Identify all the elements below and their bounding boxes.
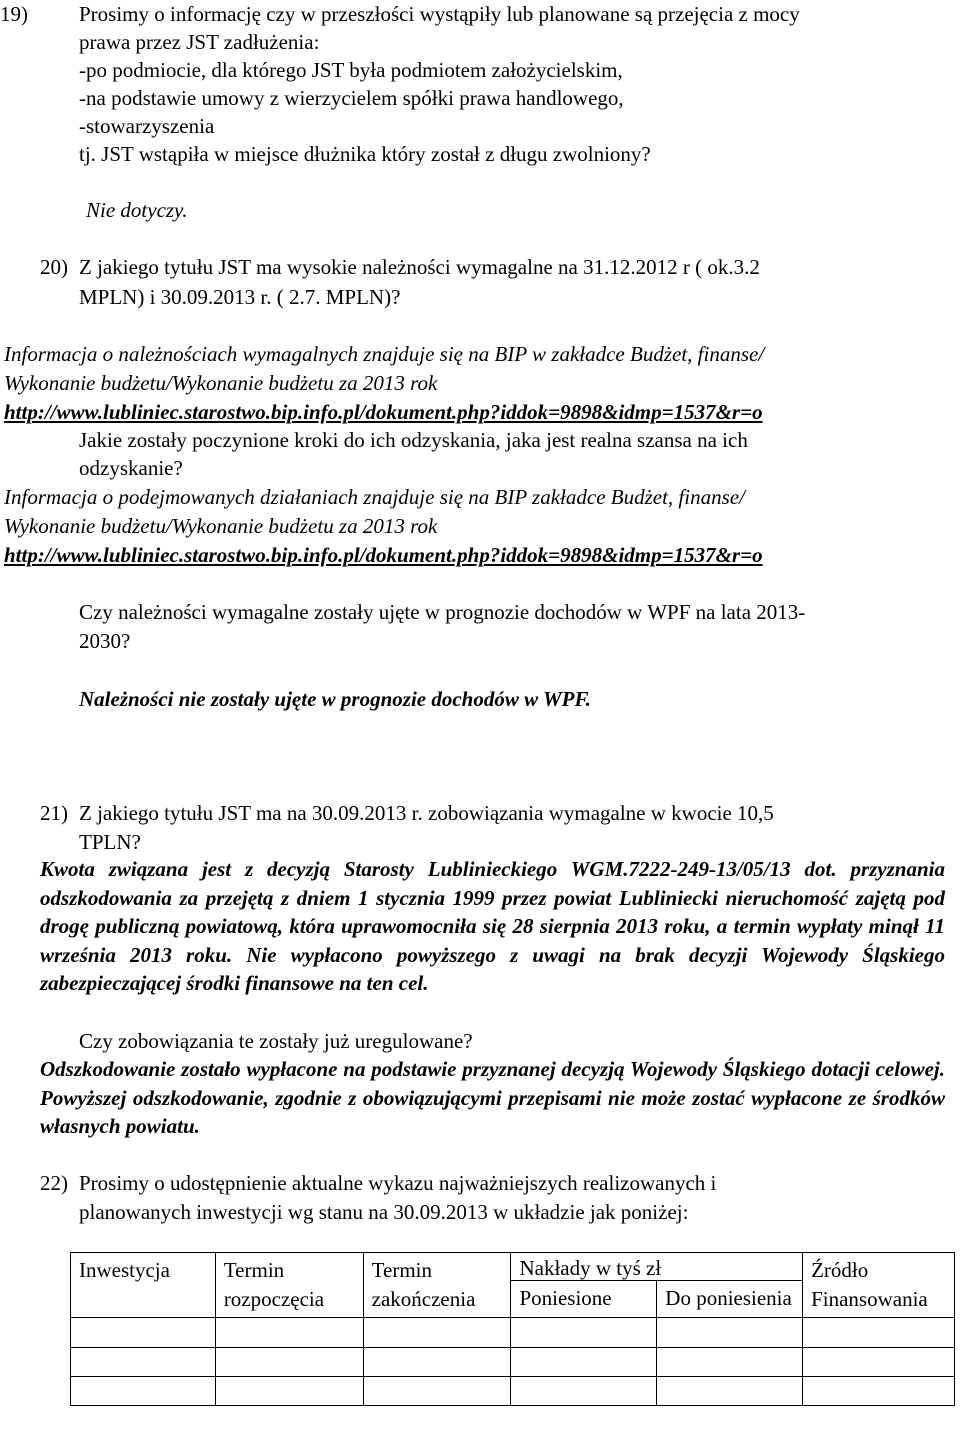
answer-21-text: Kwota związana jest z decyzją Starosty Lublinieckiego WGM.7222-249-13/05/13 dot. przyznania odszkodowania za przejętą z dniem 1 stycznia 1999 przez powiat Lubliniecki nieruchomość zajętą pod drogę publiczną powiatową, która uprawomocniła się 28 sierpnia 2013 roku, a termin wypłaty minął 11 września 2013 roku.	[40, 857, 945, 967]
investment-table	[70, 1252, 955, 1406]
table-cell	[363, 1318, 511, 1348]
sub-question: Czy należności wymagalne zostały ujęte w prognozie dochodów w WPF na lata 2013-	[79, 600, 806, 624]
question-19-line: Prosimy o informację czy w przeszłości wystąpiły lub planowane są przejęcia z mocy	[79, 2, 800, 26]
question-20-line: Z jakiego tytułu JST ma wysokie należności wymagalne na 31.12.2012 r ( ok.3.2	[79, 255, 760, 279]
table-cell	[71, 1377, 216, 1406]
question-22-line: Prosimy o udostępnienie aktualne wykazu najważniejszych realizowanych i	[79, 1171, 717, 1195]
question-19-line: tj. JST wstąpiła w miejsce dłużnika który został z długu zwolniony?	[79, 142, 651, 166]
question-21-line: Z jakiego tytułu JST ma na 30.09.2013 r. zobowiązania wymagalne w kwocie 10,5	[79, 801, 774, 825]
answer-21-settlement-text-bold: Powyższej odszkodowanie, zgodnie z obowiązującymi przepisami nie może zostać wypłacone ze środków własnych powiatu.	[40, 1085, 945, 1139]
answer-21	[40, 855, 945, 998]
table-cell	[657, 1377, 803, 1406]
header-costs-to-incur: Do poniesienia	[657, 1281, 803, 1318]
sub-question: Jakie zostały poczynione kroki do ich odzyskania, jaka jest realna szansa na ich	[79, 428, 748, 452]
header-costs-incurred: Poniesione	[511, 1281, 657, 1318]
table-cell	[511, 1377, 657, 1406]
sub-question: Czy zobowiązania te zostały już uregulowane?	[79, 1029, 473, 1053]
table-row	[71, 1348, 955, 1377]
answer-21-settlement	[40, 1055, 945, 1141]
table-row	[71, 1377, 955, 1406]
header-costs: Nakłady w tyś zł	[511, 1253, 803, 1281]
table-cell	[511, 1318, 657, 1348]
question-20-line: MPLN) i 30.09.2013 r. ( 2.7. MPLN)?	[79, 285, 401, 309]
question-number: 20)	[40, 255, 68, 279]
table-cell	[215, 1318, 363, 1348]
table-cell	[363, 1377, 511, 1406]
table-cell	[803, 1318, 955, 1348]
question-number: 22)	[40, 1171, 68, 1195]
question-21-line: TPLN?	[79, 830, 141, 854]
table-cell	[363, 1348, 511, 1377]
answer-20: Należności nie zostały ujęte w prognozie dochodów w WPF.	[79, 687, 592, 711]
table-header-row	[71, 1253, 955, 1281]
bip-link[interactable]: http://www.lubliniec.starostwo.bip.info.pl/dokument.php?iddok=9898&idmp=1537&r=o	[4, 400, 763, 424]
table-cell	[803, 1348, 955, 1377]
question-22-line: planowanych inwestycji wg stanu na 30.09.2013 w układzie jak poniżej:	[79, 1200, 689, 1224]
bip-link[interactable]: http://www.lubliniec.starostwo.bip.info.pl/dokument.php?iddok=9898&idmp=1537&r=o	[4, 543, 763, 567]
table-cell	[511, 1348, 657, 1377]
table-cell	[215, 1377, 363, 1406]
answer-21-text-bold: Nie wypłacono powyższego z uwagi na brak decyzji Wojewody Śląskiego zabezpieczającej środki finansowe na ten cel.	[40, 942, 946, 996]
header-source: Źródło Finansowania	[803, 1253, 955, 1318]
table-row	[71, 1318, 955, 1348]
header-investment: Inwestycja	[71, 1253, 216, 1318]
table-cell	[71, 1348, 216, 1377]
answer-21-settlement-text: Odszkodowanie zostało wypłacone na podstawie przyznanej decyzją Wojewody Śląskiego dotacji celowej.	[40, 1057, 945, 1081]
table-cell	[215, 1348, 363, 1377]
table-cell	[71, 1318, 216, 1348]
question-19-line: prawa przez JST zadłużenia:	[79, 30, 320, 54]
table-cell	[803, 1377, 955, 1406]
table-cell	[657, 1318, 803, 1348]
question-19-line: -stowarzyszenia	[79, 114, 215, 138]
answer-19: Nie dotyczy.	[86, 198, 188, 222]
question-19-line: -na podstawie umowy z wierzycielem spółki prawa handlowego,	[79, 86, 624, 110]
question-number: 21)	[40, 801, 68, 825]
info-receivables: Informacja o należnościach wymagalnych znajduje się na BIP w zakładce Budżet, finanse/	[4, 342, 765, 366]
question-number: 19)	[0, 2, 28, 26]
question-19-line: -po podmiocie, dla którego JST była podmiotem założycielskim,	[79, 58, 623, 82]
table-cell	[657, 1348, 803, 1377]
info-actions: Wykonanie budżetu/Wykonanie budżetu za 2013 rok	[4, 514, 438, 538]
info-receivables: Wykonanie budżetu/Wykonanie budżetu za 2013 rok	[4, 371, 438, 395]
header-end: Termin zakończenia	[363, 1253, 511, 1318]
sub-question: 2030?	[79, 629, 131, 653]
header-start: Termin rozpoczęcia	[215, 1253, 363, 1318]
sub-question: odzyskanie?	[79, 456, 183, 480]
info-actions: Informacja o podejmowanych działaniach znajduje się na BIP zakładce Budżet, finanse/	[4, 485, 745, 509]
